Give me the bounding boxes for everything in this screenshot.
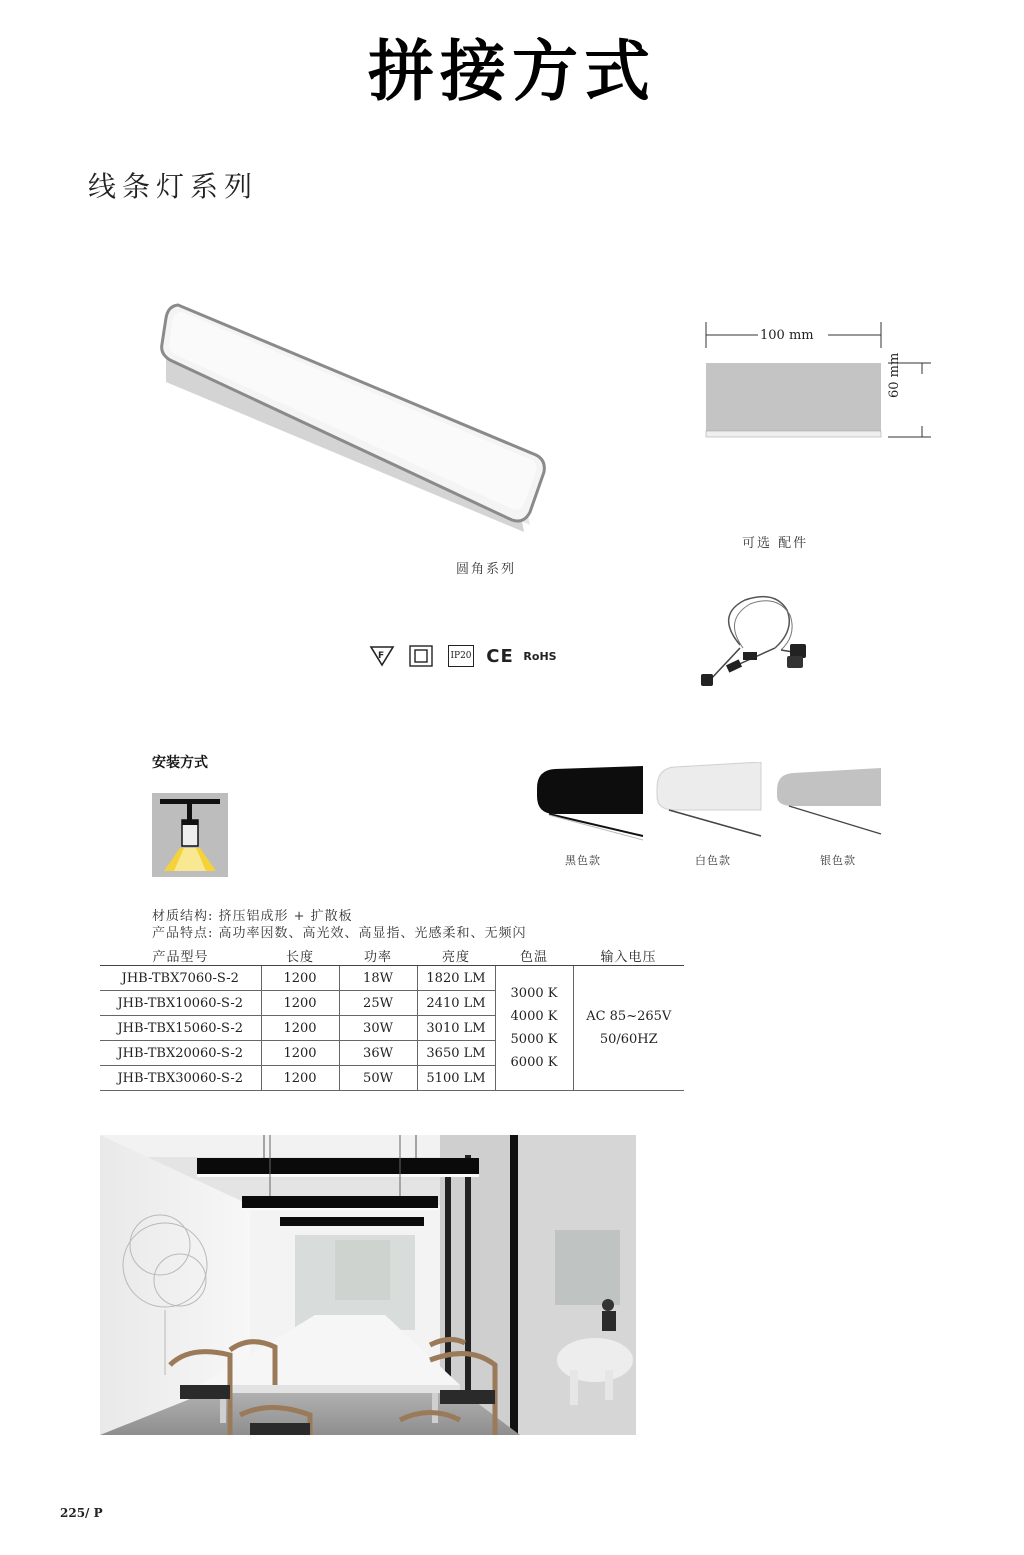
cell-lumen: 2410 LM (417, 991, 495, 1016)
color-temp-4000: 4000 K (510, 1009, 558, 1024)
table-header-row (100, 946, 684, 966)
spec-table (100, 946, 684, 1091)
cell-model: JHB-TBX15060-S-2 (100, 1016, 261, 1041)
cell-model: JHB-TBX7060-S-2 (100, 966, 261, 991)
material-text: 材质结构: 挤压铝成形 + 扩散板 (152, 909, 353, 924)
color-temp-3000: 3000 K (510, 986, 558, 1001)
white-variant-image (655, 762, 765, 844)
class-ii-icon (409, 645, 433, 667)
svg-text:F: F (378, 651, 385, 661)
ce-mark: CE (486, 645, 514, 667)
voltage-frequency: 50/60HZ (599, 1032, 658, 1047)
suspension-cable-icon (695, 590, 815, 692)
install-label: 安装方式 (152, 755, 208, 771)
cell-lumen: 5100 LM (417, 1066, 495, 1091)
cell-lumen: 1820 LM (417, 966, 495, 991)
page-title: 拼接方式 (368, 33, 656, 110)
dimension-width: 100 mm (760, 328, 814, 343)
color-temp-6000: 6000 K (510, 1055, 558, 1070)
page-number: 225/ P (60, 1506, 103, 1520)
cell-length: 1200 (261, 1066, 339, 1091)
install-track-icon (152, 793, 228, 877)
cell-lumen: 3650 LM (417, 1041, 495, 1066)
accessory-label: 可选 配件 (742, 536, 809, 551)
variant-label-silver: 银色款 (820, 854, 856, 867)
application-photo (100, 1135, 636, 1435)
cell-lumen: 3010 LM (417, 1016, 495, 1041)
color-temp-5000: 5000 K (510, 1032, 558, 1047)
header-length: 长度 (261, 946, 339, 966)
cell-length: 1200 (261, 1016, 339, 1041)
header-voltage: 输入电压 (573, 946, 684, 966)
variant-label-white: 白色款 (695, 854, 731, 867)
table-row (100, 966, 684, 991)
cell-model: JHB-TBX30060-S-2 (100, 1066, 261, 1091)
cell-length: 1200 (261, 1041, 339, 1066)
cell-model: JHB-TBX10060-S-2 (100, 991, 261, 1016)
cell-model: JHB-TBX20060-S-2 (100, 1041, 261, 1066)
header-lumen: 亮度 (417, 946, 495, 966)
rohs-mark: RoHS (523, 649, 557, 663)
color-temp-cell (495, 966, 573, 1091)
header-power: 功率 (339, 946, 417, 966)
header-color-temp: 色温 (495, 946, 573, 966)
variant-label-black: 黑色款 (565, 854, 601, 867)
cell-power: 18W (339, 966, 417, 991)
silver-variant-image (775, 768, 883, 840)
cell-length: 1200 (261, 991, 339, 1016)
linear-lamp-image (158, 300, 550, 535)
series-subtitle: 线条灯系列 (88, 170, 259, 203)
series-label: 圆角系列 (456, 562, 517, 577)
cell-power: 50W (339, 1066, 417, 1091)
cell-power: 30W (339, 1016, 417, 1041)
dimension-drawing (700, 318, 940, 448)
cell-power: 25W (339, 991, 417, 1016)
black-variant-image (535, 766, 645, 844)
cell-length: 1200 (261, 966, 339, 991)
features-text: 产品特点: 高功率因数、高光效、高显指、光感柔和、无频闪 (152, 926, 527, 941)
voltage-range: AC 85~265V (586, 1009, 672, 1024)
cell-power: 36W (339, 1041, 417, 1066)
ip-rating-badge: IP20 (448, 645, 474, 667)
dimension-height: 60 mm (887, 352, 902, 398)
voltage-cell (573, 966, 684, 1091)
f-mark-icon (369, 645, 395, 667)
header-model: 产品型号 (100, 946, 261, 966)
